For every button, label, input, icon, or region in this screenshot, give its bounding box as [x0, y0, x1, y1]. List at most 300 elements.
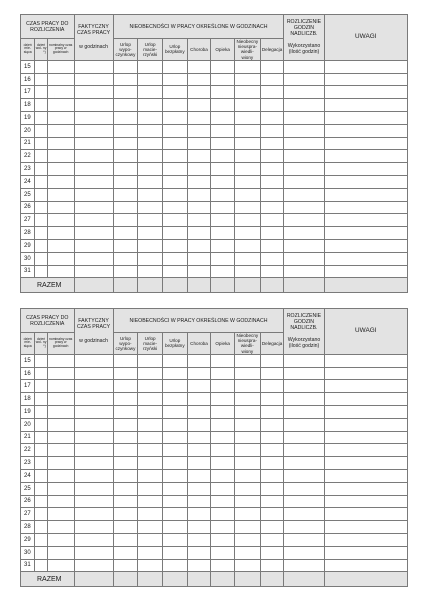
- entry-cell[interactable]: [35, 393, 47, 406]
- entry-cell[interactable]: [47, 406, 74, 419]
- entry-cell[interactable]: [47, 546, 74, 559]
- total-cell[interactable]: [260, 278, 284, 293]
- entry-cell[interactable]: [138, 431, 163, 444]
- total-cell[interactable]: [211, 278, 235, 293]
- entry-cell[interactable]: [324, 239, 407, 252]
- entry-cell[interactable]: [187, 380, 211, 393]
- entry-cell[interactable]: [234, 559, 260, 572]
- entry-cell[interactable]: [113, 533, 138, 546]
- entry-cell[interactable]: [284, 457, 324, 470]
- entry-cell[interactable]: [324, 86, 407, 99]
- entry-cell[interactable]: [138, 175, 163, 188]
- entry-cell[interactable]: [47, 457, 74, 470]
- entry-cell[interactable]: [162, 418, 187, 431]
- entry-cell[interactable]: [74, 431, 113, 444]
- entry-cell[interactable]: [284, 469, 324, 482]
- entry-cell[interactable]: [324, 393, 407, 406]
- entry-cell[interactable]: [211, 214, 235, 227]
- entry-cell[interactable]: [324, 112, 407, 125]
- entry-cell[interactable]: [113, 482, 138, 495]
- entry-cell[interactable]: [260, 188, 284, 201]
- entry-cell[interactable]: [284, 495, 324, 508]
- entry-cell[interactable]: [187, 533, 211, 546]
- entry-cell[interactable]: [47, 214, 74, 227]
- entry-cell[interactable]: [113, 508, 138, 521]
- entry-cell[interactable]: [284, 482, 324, 495]
- entry-cell[interactable]: [324, 431, 407, 444]
- entry-cell[interactable]: [138, 99, 163, 112]
- entry-cell[interactable]: [284, 124, 324, 137]
- entry-cell[interactable]: [138, 495, 163, 508]
- entry-cell[interactable]: [187, 354, 211, 367]
- entry-cell[interactable]: [47, 418, 74, 431]
- entry-cell[interactable]: [284, 354, 324, 367]
- entry-cell[interactable]: [162, 546, 187, 559]
- entry-cell[interactable]: [324, 150, 407, 163]
- entry-cell[interactable]: [74, 137, 113, 150]
- entry-cell[interactable]: [113, 367, 138, 380]
- entry-cell[interactable]: [260, 431, 284, 444]
- entry-cell[interactable]: [187, 188, 211, 201]
- entry-cell[interactable]: [35, 99, 47, 112]
- entry-cell[interactable]: [211, 546, 235, 559]
- entry-cell[interactable]: [113, 380, 138, 393]
- entry-cell[interactable]: [187, 559, 211, 572]
- total-cell[interactable]: [138, 572, 163, 587]
- entry-cell[interactable]: [74, 533, 113, 546]
- entry-cell[interactable]: [74, 546, 113, 559]
- entry-cell[interactable]: [74, 163, 113, 176]
- entry-cell[interactable]: [35, 175, 47, 188]
- total-cell[interactable]: [162, 572, 187, 587]
- entry-cell[interactable]: [47, 73, 74, 86]
- entry-cell[interactable]: [35, 265, 47, 278]
- entry-cell[interactable]: [284, 265, 324, 278]
- entry-cell[interactable]: [211, 112, 235, 125]
- entry-cell[interactable]: [138, 559, 163, 572]
- entry-cell[interactable]: [113, 124, 138, 137]
- entry-cell[interactable]: [211, 482, 235, 495]
- entry-cell[interactable]: [74, 406, 113, 419]
- entry-cell[interactable]: [35, 380, 47, 393]
- entry-cell[interactable]: [324, 227, 407, 240]
- total-cell[interactable]: [324, 572, 407, 587]
- entry-cell[interactable]: [260, 469, 284, 482]
- entry-cell[interactable]: [35, 508, 47, 521]
- entry-cell[interactable]: [47, 508, 74, 521]
- entry-cell[interactable]: [211, 60, 235, 73]
- entry-cell[interactable]: [187, 457, 211, 470]
- entry-cell[interactable]: [284, 393, 324, 406]
- entry-cell[interactable]: [138, 469, 163, 482]
- entry-cell[interactable]: [35, 227, 47, 240]
- entry-cell[interactable]: [74, 99, 113, 112]
- entry-cell[interactable]: [211, 393, 235, 406]
- entry-cell[interactable]: [187, 444, 211, 457]
- entry-cell[interactable]: [35, 252, 47, 265]
- entry-cell[interactable]: [260, 86, 284, 99]
- entry-cell[interactable]: [324, 380, 407, 393]
- entry-cell[interactable]: [284, 380, 324, 393]
- entry-cell[interactable]: [47, 533, 74, 546]
- entry-cell[interactable]: [74, 469, 113, 482]
- entry-cell[interactable]: [324, 367, 407, 380]
- entry-cell[interactable]: [138, 239, 163, 252]
- entry-cell[interactable]: [138, 201, 163, 214]
- entry-cell[interactable]: [234, 201, 260, 214]
- entry-cell[interactable]: [211, 163, 235, 176]
- entry-cell[interactable]: [324, 188, 407, 201]
- entry-cell[interactable]: [187, 137, 211, 150]
- entry-cell[interactable]: [162, 508, 187, 521]
- entry-cell[interactable]: [74, 508, 113, 521]
- entry-cell[interactable]: [74, 457, 113, 470]
- entry-cell[interactable]: [74, 367, 113, 380]
- entry-cell[interactable]: [138, 354, 163, 367]
- entry-cell[interactable]: [324, 521, 407, 534]
- entry-cell[interactable]: [284, 444, 324, 457]
- entry-cell[interactable]: [35, 521, 47, 534]
- entry-cell[interactable]: [324, 99, 407, 112]
- entry-cell[interactable]: [35, 354, 47, 367]
- entry-cell[interactable]: [324, 495, 407, 508]
- entry-cell[interactable]: [47, 227, 74, 240]
- entry-cell[interactable]: [35, 112, 47, 125]
- total-cell[interactable]: [187, 278, 211, 293]
- entry-cell[interactable]: [324, 175, 407, 188]
- entry-cell[interactable]: [47, 175, 74, 188]
- entry-cell[interactable]: [113, 406, 138, 419]
- total-cell[interactable]: [324, 278, 407, 293]
- entry-cell[interactable]: [284, 533, 324, 546]
- entry-cell[interactable]: [211, 508, 235, 521]
- entry-cell[interactable]: [138, 457, 163, 470]
- entry-cell[interactable]: [234, 457, 260, 470]
- entry-cell[interactable]: [47, 393, 74, 406]
- entry-cell[interactable]: [187, 265, 211, 278]
- entry-cell[interactable]: [138, 444, 163, 457]
- entry-cell[interactable]: [234, 495, 260, 508]
- entry-cell[interactable]: [284, 546, 324, 559]
- total-cell[interactable]: [284, 572, 324, 587]
- entry-cell[interactable]: [187, 406, 211, 419]
- entry-cell[interactable]: [35, 457, 47, 470]
- entry-cell[interactable]: [211, 73, 235, 86]
- entry-cell[interactable]: [211, 175, 235, 188]
- entry-cell[interactable]: [162, 150, 187, 163]
- entry-cell[interactable]: [284, 521, 324, 534]
- entry-cell[interactable]: [113, 188, 138, 201]
- entry-cell[interactable]: [138, 227, 163, 240]
- entry-cell[interactable]: [162, 354, 187, 367]
- entry-cell[interactable]: [260, 60, 284, 73]
- entry-cell[interactable]: [211, 521, 235, 534]
- entry-cell[interactable]: [74, 521, 113, 534]
- entry-cell[interactable]: [162, 175, 187, 188]
- entry-cell[interactable]: [162, 163, 187, 176]
- entry-cell[interactable]: [138, 482, 163, 495]
- entry-cell[interactable]: [324, 546, 407, 559]
- entry-cell[interactable]: [187, 86, 211, 99]
- entry-cell[interactable]: [47, 482, 74, 495]
- entry-cell[interactable]: [35, 482, 47, 495]
- entry-cell[interactable]: [113, 201, 138, 214]
- entry-cell[interactable]: [138, 188, 163, 201]
- entry-cell[interactable]: [113, 354, 138, 367]
- entry-cell[interactable]: [162, 86, 187, 99]
- entry-cell[interactable]: [187, 469, 211, 482]
- entry-cell[interactable]: [162, 457, 187, 470]
- entry-cell[interactable]: [113, 457, 138, 470]
- entry-cell[interactable]: [211, 150, 235, 163]
- entry-cell[interactable]: [138, 73, 163, 86]
- entry-cell[interactable]: [162, 99, 187, 112]
- entry-cell[interactable]: [138, 150, 163, 163]
- entry-cell[interactable]: [187, 546, 211, 559]
- entry-cell[interactable]: [35, 150, 47, 163]
- entry-cell[interactable]: [234, 175, 260, 188]
- entry-cell[interactable]: [74, 265, 113, 278]
- entry-cell[interactable]: [234, 265, 260, 278]
- entry-cell[interactable]: [47, 367, 74, 380]
- entry-cell[interactable]: [162, 380, 187, 393]
- entry-cell[interactable]: [324, 457, 407, 470]
- entry-cell[interactable]: [234, 521, 260, 534]
- entry-cell[interactable]: [211, 265, 235, 278]
- entry-cell[interactable]: [211, 86, 235, 99]
- entry-cell[interactable]: [234, 137, 260, 150]
- entry-cell[interactable]: [284, 214, 324, 227]
- entry-cell[interactable]: [187, 393, 211, 406]
- entry-cell[interactable]: [35, 367, 47, 380]
- entry-cell[interactable]: [74, 393, 113, 406]
- entry-cell[interactable]: [260, 239, 284, 252]
- entry-cell[interactable]: [324, 469, 407, 482]
- entry-cell[interactable]: [187, 508, 211, 521]
- entry-cell[interactable]: [162, 60, 187, 73]
- entry-cell[interactable]: [113, 495, 138, 508]
- entry-cell[interactable]: [74, 214, 113, 227]
- entry-cell[interactable]: [234, 444, 260, 457]
- entry-cell[interactable]: [211, 457, 235, 470]
- entry-cell[interactable]: [47, 188, 74, 201]
- entry-cell[interactable]: [162, 265, 187, 278]
- entry-cell[interactable]: [187, 124, 211, 137]
- entry-cell[interactable]: [35, 201, 47, 214]
- entry-cell[interactable]: [113, 137, 138, 150]
- entry-cell[interactable]: [284, 188, 324, 201]
- entry-cell[interactable]: [211, 367, 235, 380]
- entry-cell[interactable]: [138, 163, 163, 176]
- entry-cell[interactable]: [260, 163, 284, 176]
- entry-cell[interactable]: [47, 265, 74, 278]
- entry-cell[interactable]: [162, 124, 187, 137]
- entry-cell[interactable]: [234, 188, 260, 201]
- entry-cell[interactable]: [324, 418, 407, 431]
- entry-cell[interactable]: [260, 73, 284, 86]
- entry-cell[interactable]: [162, 137, 187, 150]
- entry-cell[interactable]: [138, 508, 163, 521]
- total-cell[interactable]: [138, 278, 163, 293]
- entry-cell[interactable]: [284, 201, 324, 214]
- entry-cell[interactable]: [260, 367, 284, 380]
- entry-cell[interactable]: [138, 533, 163, 546]
- entry-cell[interactable]: [260, 457, 284, 470]
- entry-cell[interactable]: [47, 521, 74, 534]
- entry-cell[interactable]: [47, 354, 74, 367]
- entry-cell[interactable]: [35, 137, 47, 150]
- entry-cell[interactable]: [211, 444, 235, 457]
- entry-cell[interactable]: [234, 112, 260, 125]
- entry-cell[interactable]: [324, 201, 407, 214]
- entry-cell[interactable]: [47, 252, 74, 265]
- entry-cell[interactable]: [187, 112, 211, 125]
- entry-cell[interactable]: [47, 239, 74, 252]
- entry-cell[interactable]: [35, 431, 47, 444]
- entry-cell[interactable]: [260, 533, 284, 546]
- entry-cell[interactable]: [260, 495, 284, 508]
- entry-cell[interactable]: [113, 150, 138, 163]
- entry-cell[interactable]: [234, 367, 260, 380]
- total-cell[interactable]: [162, 278, 187, 293]
- entry-cell[interactable]: [260, 214, 284, 227]
- entry-cell[interactable]: [113, 546, 138, 559]
- entry-cell[interactable]: [284, 150, 324, 163]
- entry-cell[interactable]: [187, 252, 211, 265]
- entry-cell[interactable]: [162, 533, 187, 546]
- entry-cell[interactable]: [260, 112, 284, 125]
- entry-cell[interactable]: [234, 546, 260, 559]
- entry-cell[interactable]: [47, 60, 74, 73]
- entry-cell[interactable]: [162, 252, 187, 265]
- entry-cell[interactable]: [284, 508, 324, 521]
- entry-cell[interactable]: [162, 239, 187, 252]
- entry-cell[interactable]: [324, 163, 407, 176]
- entry-cell[interactable]: [138, 86, 163, 99]
- entry-cell[interactable]: [187, 60, 211, 73]
- entry-cell[interactable]: [47, 469, 74, 482]
- entry-cell[interactable]: [47, 163, 74, 176]
- entry-cell[interactable]: [324, 137, 407, 150]
- entry-cell[interactable]: [234, 86, 260, 99]
- entry-cell[interactable]: [47, 201, 74, 214]
- entry-cell[interactable]: [211, 354, 235, 367]
- entry-cell[interactable]: [324, 406, 407, 419]
- entry-cell[interactable]: [260, 201, 284, 214]
- entry-cell[interactable]: [260, 175, 284, 188]
- entry-cell[interactable]: [234, 482, 260, 495]
- entry-cell[interactable]: [324, 73, 407, 86]
- total-cell[interactable]: [211, 572, 235, 587]
- entry-cell[interactable]: [74, 559, 113, 572]
- entry-cell[interactable]: [113, 163, 138, 176]
- entry-cell[interactable]: [35, 188, 47, 201]
- entry-cell[interactable]: [162, 495, 187, 508]
- entry-cell[interactable]: [260, 444, 284, 457]
- entry-cell[interactable]: [35, 559, 47, 572]
- entry-cell[interactable]: [113, 521, 138, 534]
- entry-cell[interactable]: [162, 214, 187, 227]
- total-cell[interactable]: [74, 572, 113, 587]
- entry-cell[interactable]: [47, 86, 74, 99]
- total-cell[interactable]: [284, 278, 324, 293]
- entry-cell[interactable]: [234, 252, 260, 265]
- entry-cell[interactable]: [234, 60, 260, 73]
- entry-cell[interactable]: [260, 252, 284, 265]
- entry-cell[interactable]: [47, 444, 74, 457]
- entry-cell[interactable]: [234, 99, 260, 112]
- total-cell[interactable]: [74, 278, 113, 293]
- entry-cell[interactable]: [35, 469, 47, 482]
- entry-cell[interactable]: [284, 227, 324, 240]
- entry-cell[interactable]: [35, 546, 47, 559]
- entry-cell[interactable]: [35, 418, 47, 431]
- entry-cell[interactable]: [260, 521, 284, 534]
- entry-cell[interactable]: [138, 367, 163, 380]
- entry-cell[interactable]: [113, 175, 138, 188]
- entry-cell[interactable]: [74, 73, 113, 86]
- entry-cell[interactable]: [260, 559, 284, 572]
- entry-cell[interactable]: [138, 546, 163, 559]
- entry-cell[interactable]: [113, 469, 138, 482]
- entry-cell[interactable]: [211, 227, 235, 240]
- entry-cell[interactable]: [162, 521, 187, 534]
- entry-cell[interactable]: [138, 521, 163, 534]
- entry-cell[interactable]: [211, 124, 235, 137]
- entry-cell[interactable]: [234, 380, 260, 393]
- entry-cell[interactable]: [284, 239, 324, 252]
- entry-cell[interactable]: [162, 469, 187, 482]
- entry-cell[interactable]: [211, 380, 235, 393]
- entry-cell[interactable]: [324, 559, 407, 572]
- entry-cell[interactable]: [187, 227, 211, 240]
- entry-cell[interactable]: [138, 406, 163, 419]
- entry-cell[interactable]: [211, 239, 235, 252]
- entry-cell[interactable]: [260, 482, 284, 495]
- entry-cell[interactable]: [113, 60, 138, 73]
- entry-cell[interactable]: [74, 175, 113, 188]
- entry-cell[interactable]: [138, 418, 163, 431]
- entry-cell[interactable]: [234, 406, 260, 419]
- entry-cell[interactable]: [260, 150, 284, 163]
- entry-cell[interactable]: [260, 393, 284, 406]
- entry-cell[interactable]: [74, 201, 113, 214]
- entry-cell[interactable]: [211, 406, 235, 419]
- entry-cell[interactable]: [324, 214, 407, 227]
- entry-cell[interactable]: [47, 495, 74, 508]
- entry-cell[interactable]: [113, 265, 138, 278]
- entry-cell[interactable]: [211, 431, 235, 444]
- entry-cell[interactable]: [234, 214, 260, 227]
- entry-cell[interactable]: [138, 137, 163, 150]
- entry-cell[interactable]: [74, 380, 113, 393]
- entry-cell[interactable]: [74, 150, 113, 163]
- entry-cell[interactable]: [35, 60, 47, 73]
- entry-cell[interactable]: [113, 393, 138, 406]
- entry-cell[interactable]: [324, 60, 407, 73]
- entry-cell[interactable]: [47, 431, 74, 444]
- entry-cell[interactable]: [138, 265, 163, 278]
- entry-cell[interactable]: [260, 508, 284, 521]
- entry-cell[interactable]: [35, 86, 47, 99]
- entry-cell[interactable]: [113, 239, 138, 252]
- entry-cell[interactable]: [74, 86, 113, 99]
- entry-cell[interactable]: [74, 188, 113, 201]
- entry-cell[interactable]: [260, 99, 284, 112]
- entry-cell[interactable]: [234, 393, 260, 406]
- entry-cell[interactable]: [74, 444, 113, 457]
- entry-cell[interactable]: [187, 239, 211, 252]
